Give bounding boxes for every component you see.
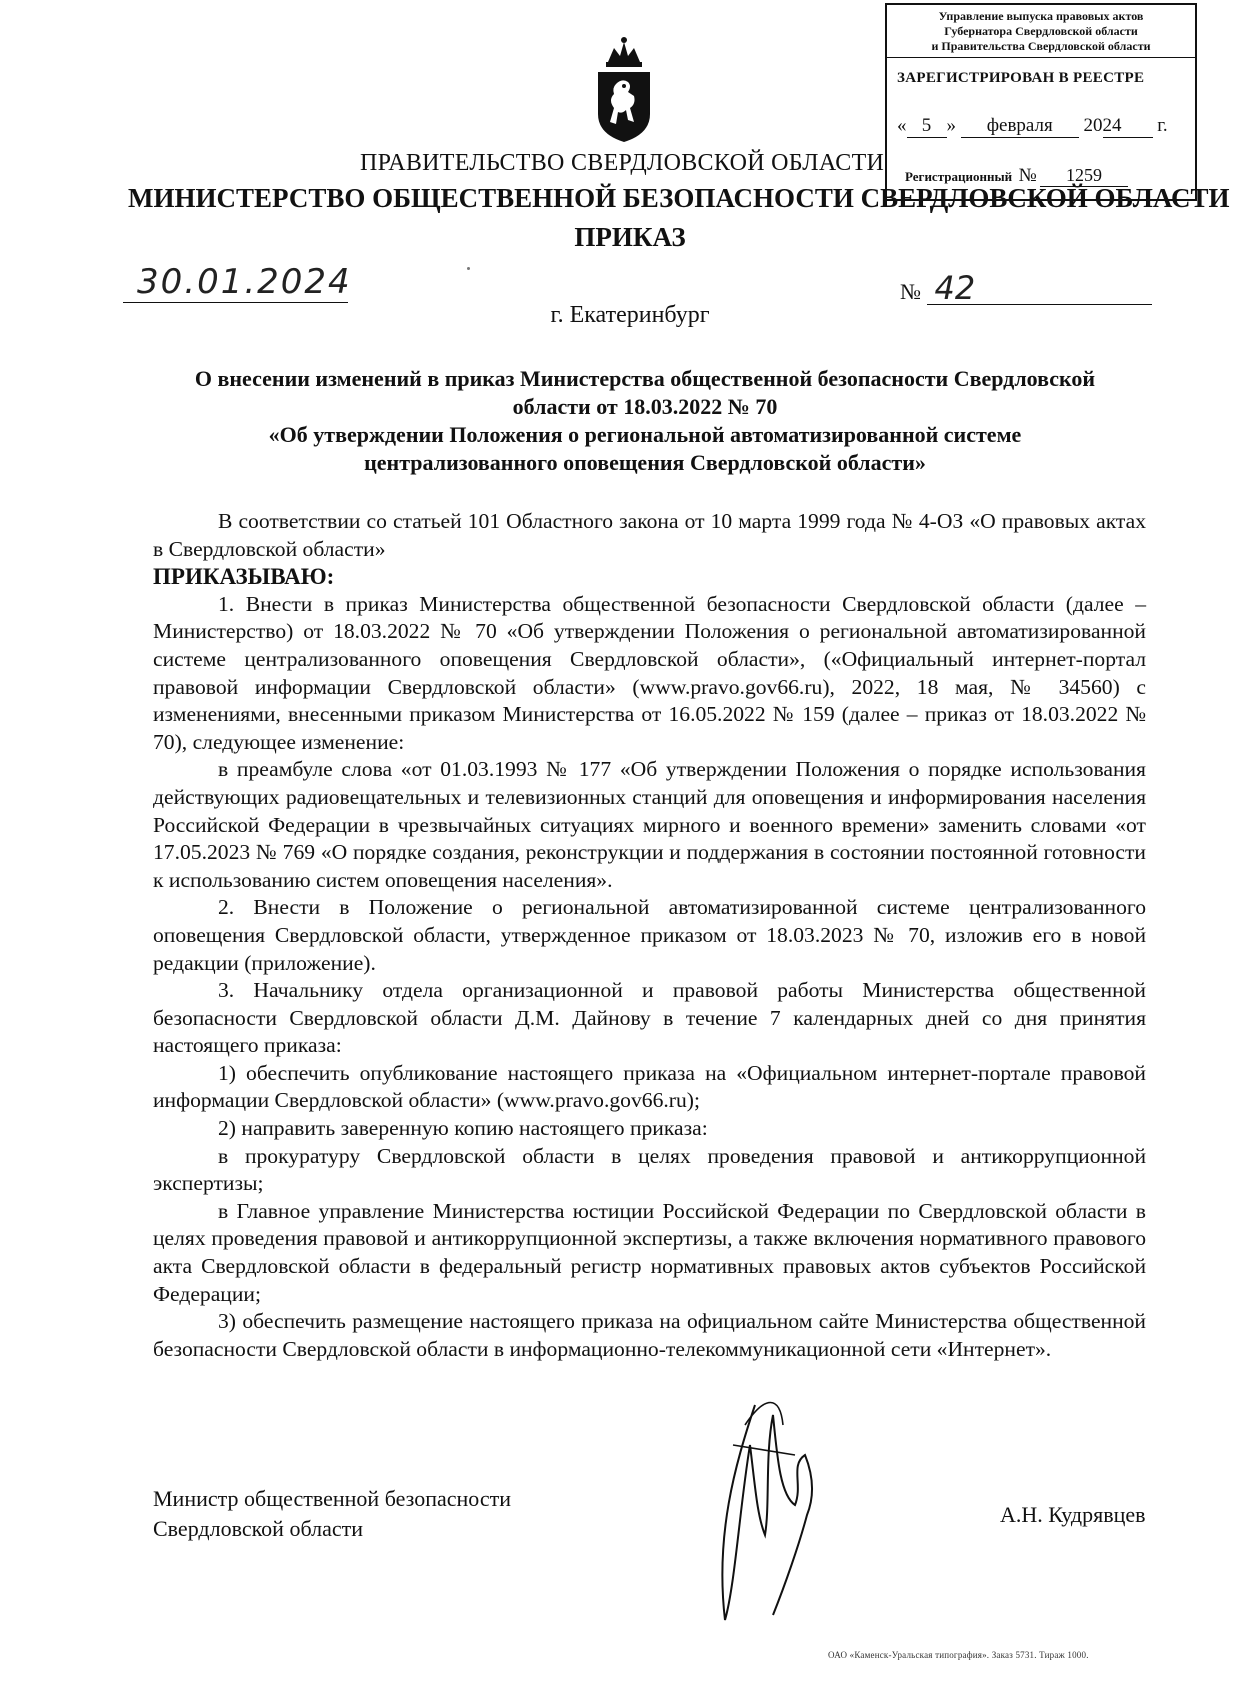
- signer-position-line: Свердловской области: [153, 1516, 363, 1541]
- stamp-year-suffix: 24: [1103, 115, 1153, 138]
- paragraph-3-2: 2) направить заверенную копию настоящего приказа:: [218, 1116, 708, 1141]
- scan-speck: [467, 267, 470, 270]
- stamp-header-line: и Правительства Свердловской области: [931, 39, 1151, 53]
- signer-position-line: Министр общественной безопасности: [153, 1486, 511, 1511]
- ministry-title: МИНИСТЕРСТВО ОБЩЕСТВЕННОЙ БЕЗОПАСНОСТИ СВЕРДЛОВСКОЙ ОБЛАСТИ: [128, 183, 1230, 213]
- heading-line: «Об утверждении Положения о региональной автоматизированной системе: [268, 422, 1022, 447]
- stamp-header-line: Губернатора Свердловской области: [944, 24, 1138, 38]
- signer-name: А.Н. Кудрявцев: [1000, 1502, 1146, 1527]
- stamp-reg-label: Регистрационный: [905, 169, 1013, 184]
- stamp-reg-number: 1259: [1040, 165, 1128, 187]
- document-type: ПРИКАЗ: [574, 222, 686, 252]
- stamp-header: [887, 5, 1195, 58]
- government-title: ПРАВИТЕЛЬСТВО СВЕРДЛОВСКОЙ ОБЛАСТИ: [360, 150, 885, 176]
- heading-line: О внесении изменений в приказ Министерства общественной безопасности Свердловской: [194, 366, 1096, 391]
- paragraph-3-2-a: в прокуратуру Свердловской области в целях проведения правовой и антикоррупционной экспертизы;: [153, 1143, 1146, 1196]
- stamp-no-sign: №: [1018, 165, 1037, 186]
- paragraph-3: 3. Начальнику отдела организационной и правовой работы Министерства общественной безопасности Свердловской области Д.М. Дайнову в течение 7 календарных дней со дня принятия настоящего приказа:: [153, 978, 1146, 1058]
- stamp-header-line: Управление выпуска правовых актов: [938, 9, 1144, 23]
- document-number: 42: [927, 272, 1152, 305]
- stamp-day: 5: [907, 115, 947, 138]
- heading-line: централизованного оповещения Свердловской области»: [364, 450, 926, 475]
- preamble: В соответствии со статьей 101 Областного закона от 10 марта 1999 года № 4-ОЗ «О правовых актах в Свердловской области»: [153, 509, 1146, 561]
- document-body: [153, 508, 1146, 1363]
- coat-of-arms-icon: [594, 34, 654, 144]
- stamp-year-prefix: 20: [1083, 115, 1103, 136]
- paragraph-1-amendment: в преамбуле слова «от 01.03.1993 № 177 «Об утверждении Положения о порядке использования действующих радиовещательных и телевизионных станций для оповещения и информирования населения Российской Федерации в чрезвычайных ситуациях мирного и военного времени» заменить словами «от 17.05.2023 № 769 «О порядке создания, реконструкции и поддержания в состоянии постоянной готовности к использованию систем оповещения населения».: [153, 757, 1146, 892]
- registration-stamp: [885, 3, 1197, 201]
- document-date: 30.01.2024: [123, 262, 348, 303]
- stamp-registered-label: ЗАРЕГИСТРИРОВАН В РЕЕСТРЕ: [897, 70, 1145, 86]
- stamp-month: февраля: [961, 115, 1079, 138]
- print-imprint: ОАО «Каменск-Уральская типография». Заказ 5731. Тираж 1000.: [828, 1650, 1089, 1660]
- number-sign: №: [900, 279, 921, 304]
- document-number-row: [900, 269, 1152, 307]
- handwritten-signature: [695, 1385, 835, 1630]
- stamp-year-abbr: г.: [1157, 115, 1168, 136]
- paragraph-3-2-b: в Главное управление Министерства юстиции Российской Федерации по Свердловской области в целях проведения правовой и антикоррупционной экспертизы, а также включения нормативного правового акта Свердловской области в федеральный регистр нормативных правовых актов субъектов Российской Федерации;: [153, 1198, 1146, 1306]
- paragraph-1: 1. Внести в приказ Министерства общественной безопасности Свердловской области (далее – Министерство) от 18.03.2022 № 70 «Об утверждении Положения о региональной автоматизированной системе централизованного оповещения Свердловской области», («Официальный интернет-портал правовой информации Свердловской области» (www.pravo.gov66.ru), 2022, 18 мая, № 34560) с изменениями, внесенными приказом Министерства от 16.05.2022 № 159 (далее – приказ от 18.03.2022 № 70), следующее изменение:: [153, 591, 1146, 754]
- paragraph-3-1: 1) обеспечить опубликование настоящего приказа на «Официальном интернет-портале правовой информации Свердловской области» (www.pravo.gov66.ru);: [153, 1060, 1146, 1113]
- stamp-date: « 5 » февраля 2024 г.: [897, 115, 1168, 136]
- document-heading: [150, 365, 1140, 477]
- paragraph-3-3: 3) обеспечить размещение настоящего приказа на официальном сайте Министерства общественной безопасности Свердловской области в информационно-телекоммуникационной сети «Интернет».: [153, 1309, 1146, 1361]
- signer-position: [153, 1484, 511, 1544]
- order-word: ПРИКАЗЫВАЮ:: [153, 564, 335, 590]
- city: г. Екатеринбург: [550, 302, 710, 328]
- heading-line: области от 18.03.2022 № 70: [512, 394, 778, 419]
- paragraph-2: 2. Внести в Положение о региональной автоматизированной системе централизованного оповещения Свердловской области, утвержденное приказом от 18.03.2023 № 70, изложив его в новой редакции (приложение).: [153, 895, 1146, 975]
